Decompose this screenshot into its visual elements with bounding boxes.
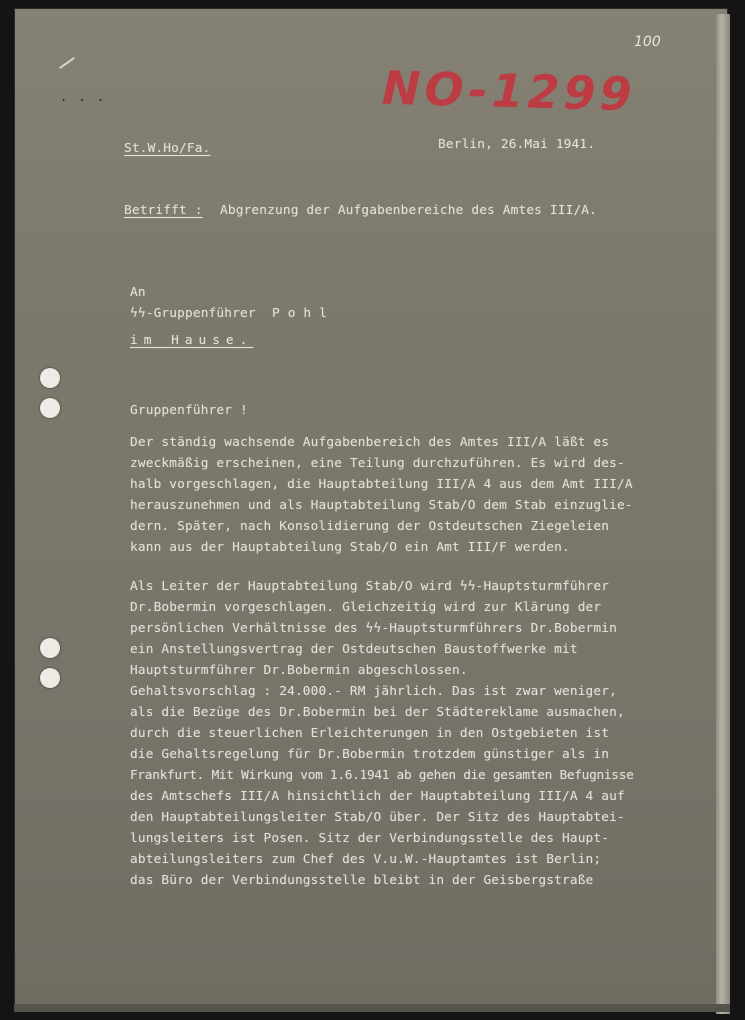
- punch-hole: [40, 368, 60, 388]
- text-line: Hauptsturmführer Dr.Bobermin abgeschlossen.: [130, 663, 468, 678]
- text-line: Frankfurt. Mit Wirkung vom 1.6.1941 ab gehen die gesamten Befugnisse: [130, 768, 634, 783]
- text-line: ein Anstellungsvertrag der Ostdeutschen Baustoffwerke mit: [130, 642, 578, 657]
- text-line: abteilungsleiters zum Chef des V.u.W.-Hauptamtes ist Berlin;: [130, 852, 602, 867]
- text-line: das Büro der Verbindungsstelle bleibt in der Geisbergstraße: [130, 873, 594, 888]
- subject-text: Abgrenzung der Aufgabenbereiche des Amtes III/A.: [220, 203, 598, 218]
- recipient-name: Pohl: [272, 306, 335, 321]
- punch-hole: [40, 398, 60, 418]
- place-date: Berlin, 26.Mai 1941.: [438, 137, 596, 152]
- text-line: dern. Später, nach Konsolidierung der Ostdeutschen Ziegeleien: [130, 519, 610, 534]
- text-line: halb vorgeschlagen, die Hauptabteilung III/A 4 aus dem Amt III/A: [130, 477, 633, 492]
- text-line: Der ständig wachsende Aufgabenbereich des Amtes III/A läßt es: [130, 435, 610, 450]
- text-line: Dr.Bobermin vorgeschlagen. Gleichzeitig wird zur Klärung der: [130, 600, 602, 615]
- text-line: den Hauptabteilungsleiter Stab/O über. Der Sitz des Hauptabtei-: [130, 810, 625, 825]
- text-line: zweckmäßig erscheinen, eine Teilung durchzuführen. Es wird des-: [130, 456, 625, 471]
- reference-code: St.W.Ho/Fa.: [124, 141, 211, 156]
- recipient-line1: An: [130, 285, 146, 300]
- subject-label: Betrifft :: [124, 203, 203, 218]
- dot-marks: . . .: [60, 90, 107, 104]
- page-edge: [716, 14, 730, 1014]
- text-line: herauszunehmen und als Hauptabteilung Stab/O dem Stab einzuglie-: [130, 498, 633, 513]
- page-bottom-edge: [14, 1004, 730, 1012]
- text-line: lungsleiters ist Posen. Sitz der Verbindungsstelle des Haupt-: [130, 831, 610, 846]
- text-line: Gehaltsvorschlag : 24.000.- RM jährlich. Das ist zwar weniger,: [130, 684, 617, 699]
- text-line: die Gehaltsregelung für Dr.Bobermin trotzdem günstiger als in: [130, 747, 610, 762]
- text-line: persönlichen Verhältnisse des ϟϟ-Hauptsturmführers Dr.Bobermin: [130, 621, 617, 636]
- text-line: Als Leiter der Hauptabteilung Stab/O wird ϟϟ-Hauptsturmführer: [130, 579, 610, 594]
- recipient-line3: im Hause.: [130, 333, 254, 348]
- salutation: Gruppenführer !: [130, 403, 248, 418]
- text-line: des Amtschefs III/A hinsichtlich der Hauptabteilung III/A 4 auf: [130, 789, 625, 804]
- text-line: kann aus der Hauptabteilung Stab/O ein Amt III/F werden.: [130, 540, 570, 555]
- punch-hole: [40, 638, 60, 658]
- page-number: 100: [634, 34, 661, 50]
- text-line: durch die steuerlichen Erleichterungen in den Ostgebieten ist: [130, 726, 610, 741]
- punch-hole: [40, 668, 60, 688]
- text-line: als die Bezüge des Dr.Bobermin bei der Städtereklame ausmachen,: [130, 705, 625, 720]
- recipient-title: ϟϟ-Gruppenführer: [130, 306, 256, 321]
- document-stamp: NO-1299: [381, 60, 637, 122]
